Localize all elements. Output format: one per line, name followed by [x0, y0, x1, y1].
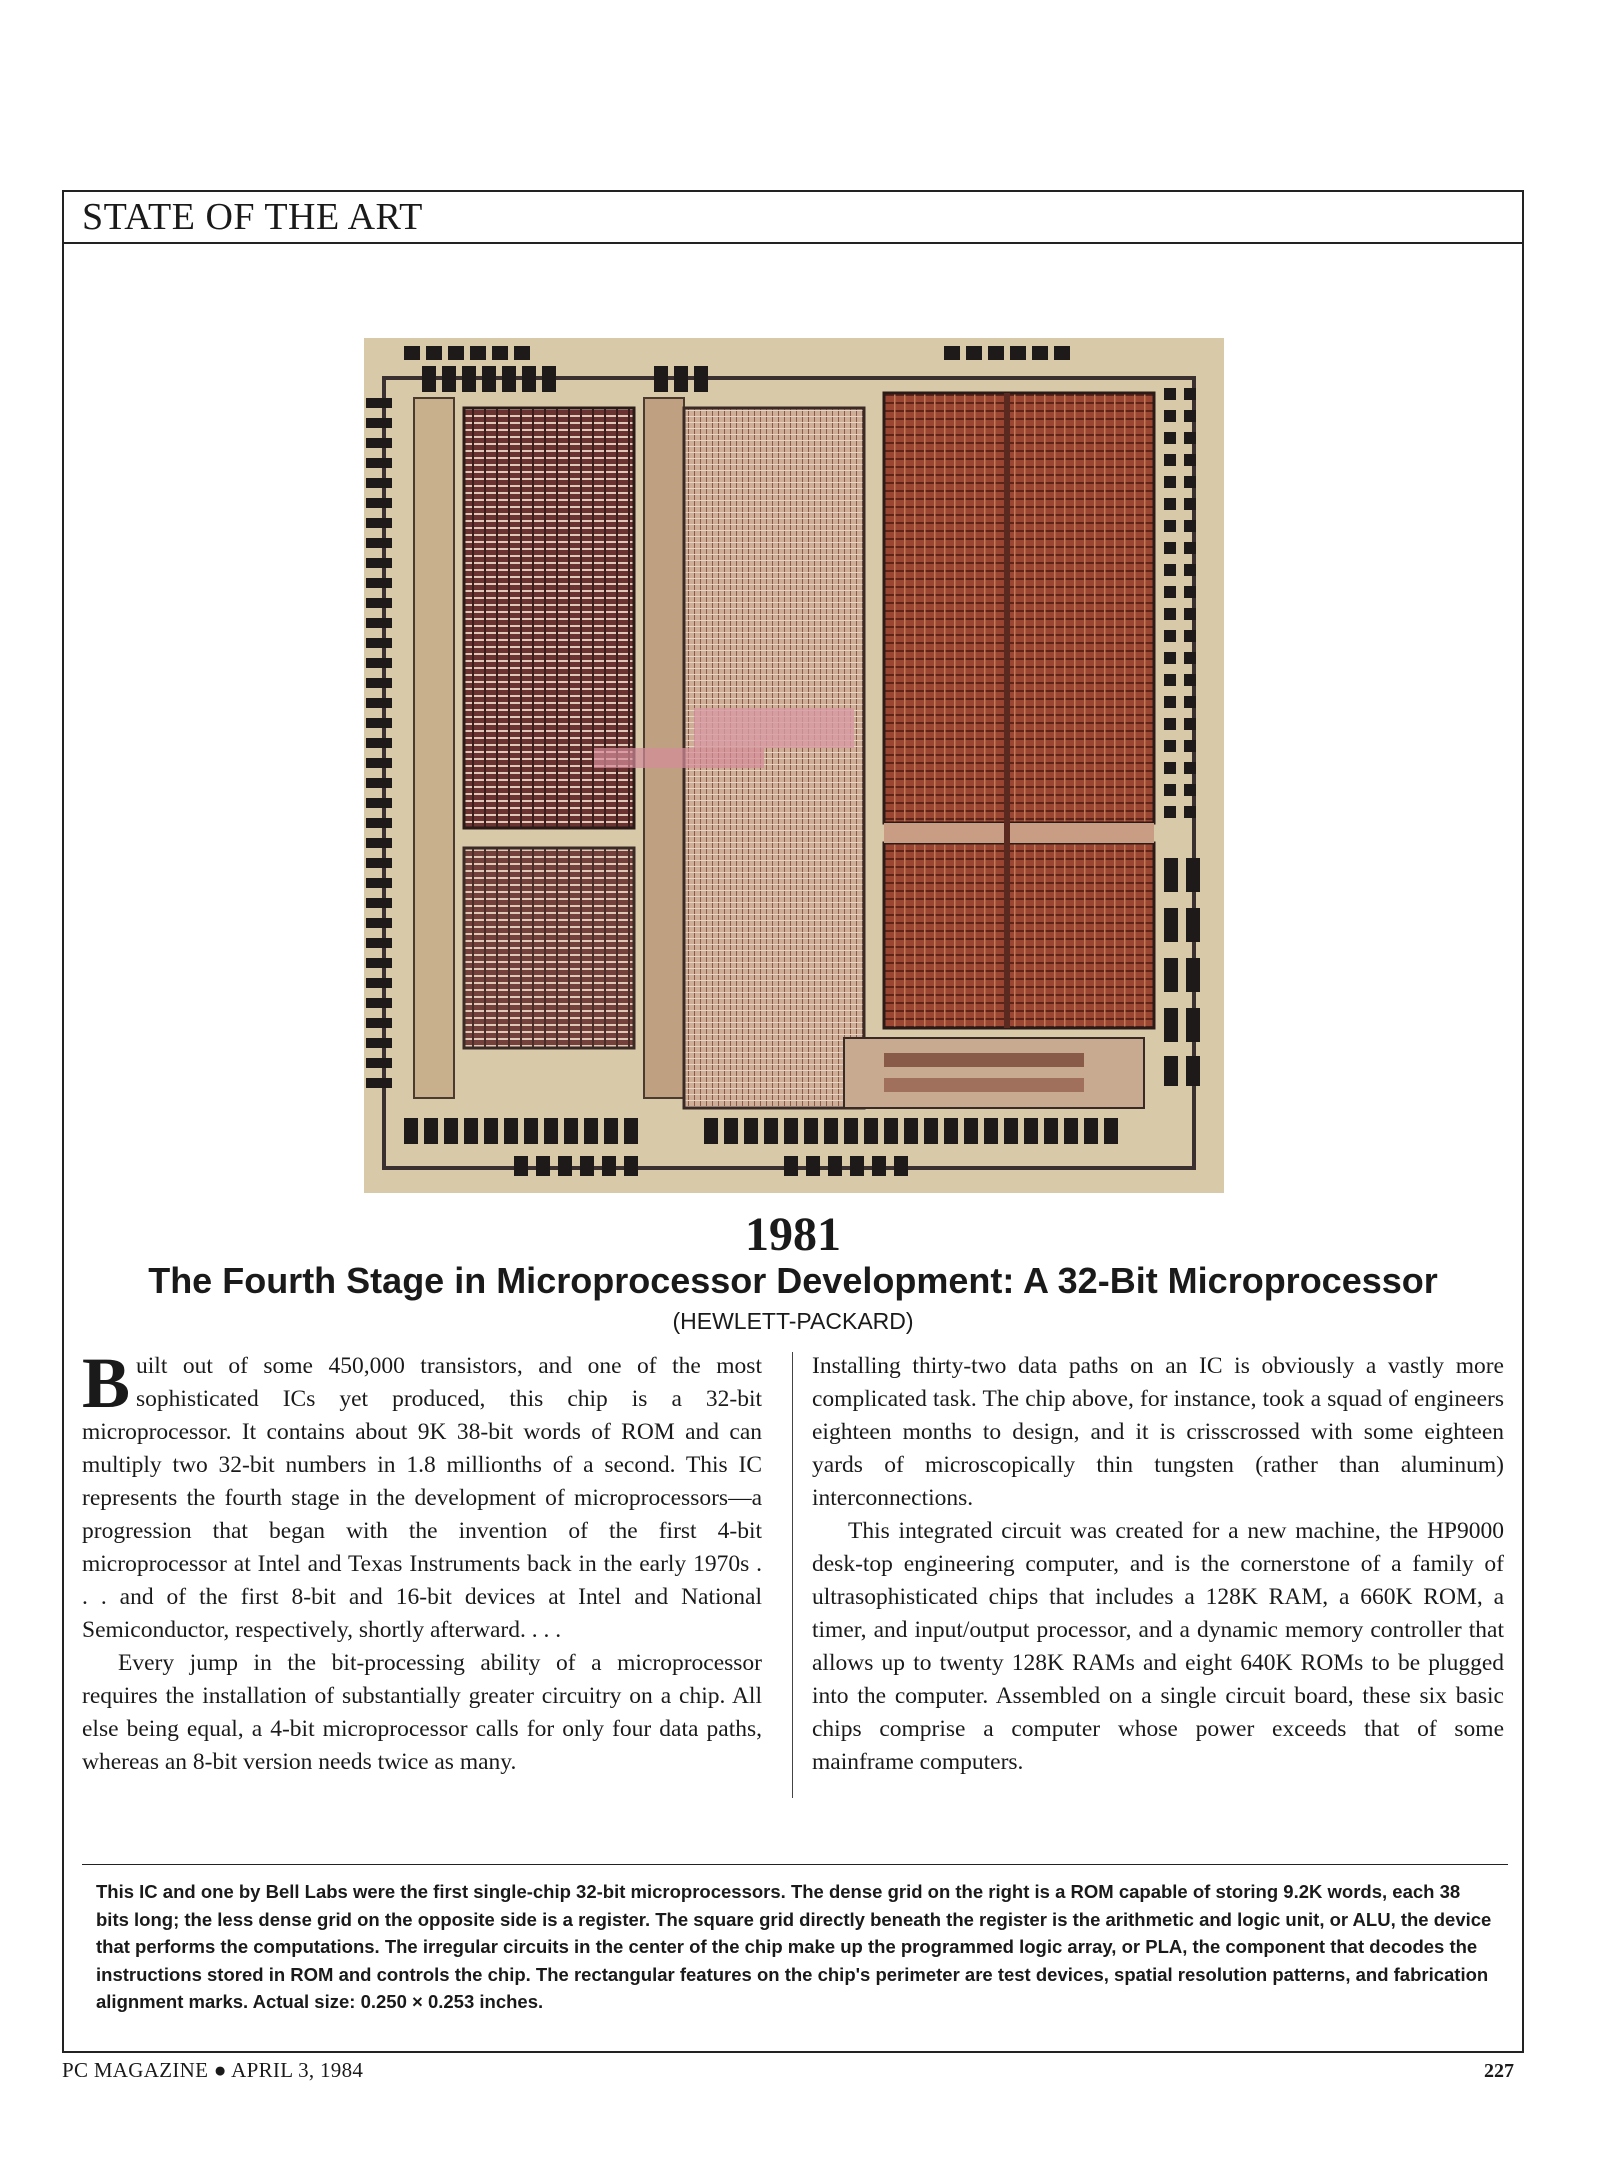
chip-die-illustration [364, 338, 1224, 1193]
figure-company: (HEWLETT-PACKARD) [672, 1308, 914, 1334]
figure-subtitle: The Fourth Stage in Microprocessor Development: A 32-Bit Microprocessor [148, 1260, 1438, 1301]
section-header: STATE OF THE ART [64, 192, 1522, 244]
figure-year: 1981 [745, 1208, 841, 1261]
page-number: 227 [1484, 2060, 1514, 2082]
article-frame [62, 190, 1524, 2053]
chip-photo [364, 338, 1224, 1193]
drop-cap: B [82, 1343, 131, 1423]
left-bond-pads [366, 398, 392, 1088]
article-column-left [82, 1343, 762, 1779]
paragraph: This integrated circuit was created for a new machine, the HP9000 desk-top engineering computer, and is the cornerstone of a family of ultrasophisticated chips that includes a 128K RAM, a 660K ROM, a timer, and input/output processor, and a dynamic memory controller that allows up to twenty 128K RAMs and eight 640K ROMs to be plugged into the computer. Assembled on a single circuit board, these six basic chips comprise a computer whose power exceeds that of some mainframe computers. [812, 1518, 1504, 1775]
caption-divider [82, 1864, 1508, 1865]
controller-block [844, 1038, 1144, 1108]
rom-block [884, 393, 1154, 823]
paragraph [82, 1343, 762, 1647]
column-divider [792, 1352, 793, 1798]
footer-publication: PC MAGAZINE ● APRIL 3, 1984 [62, 2058, 364, 2082]
article-column-right [812, 1350, 1504, 1779]
paragraph: Every jump in the bit-processing ability of a microprocessor requires the installation of substantially greater circuitry on a chip. All else being equal, a 4-bit microprocessor calls for only four data paths, whereas an 8-bit version needs twice as many. [82, 1650, 762, 1775]
paragraph: Installing thirty-two data paths on an IC is obviously a vastly more complicated task. The chip above, for instance, took a squad of engineers eighteen months to design, and it is crisscrossed with some eighteen yards of microscopically thin tungsten (rather than aluminum) interconnections. [812, 1353, 1504, 1511]
figure-caption: This IC and one by Bell Labs were the first single-chip 32-bit microprocessors. The dense grid on the right is a ROM capable of storing 9.2K words, each 38 bits long; the less dense grid on the opposite side is a register. The square grid directly beneath the register is the arithmetic and logic unit, or ALU, the device that performs the computations. The irregular circuits in the center of the chip make up the programmed logic array, or PLA, the component that decodes the instructions stored in ROM and controls the chip. The rectangular features on the chip's perimeter are test devices, spatial resolution patterns, and fabrication alignment marks. Actual size: 0.250 × 0.253 inches. [96, 1881, 1492, 2012]
alu-block [464, 848, 634, 1048]
paragraph-text: uilt out of some 450,000 transistors, and one of the most sophisticated ICs yet produced, this chip is a 32-bit microprocessor. It contains about 9K 38-bit words of ROM and can multiply two 32-bit numbers in 1.8 millionths of a second. This IC represents the fourth stage in the development of microprocessors—a progression that began with the invention of the first 4-bit microprocessor at Intel and Texas Instruments back in the early 1970s . . . and of the first 8-bit and 16-bit devices at Intel and National Semiconductor, respectively, shortly afterward. . . . [82, 1353, 762, 1643]
